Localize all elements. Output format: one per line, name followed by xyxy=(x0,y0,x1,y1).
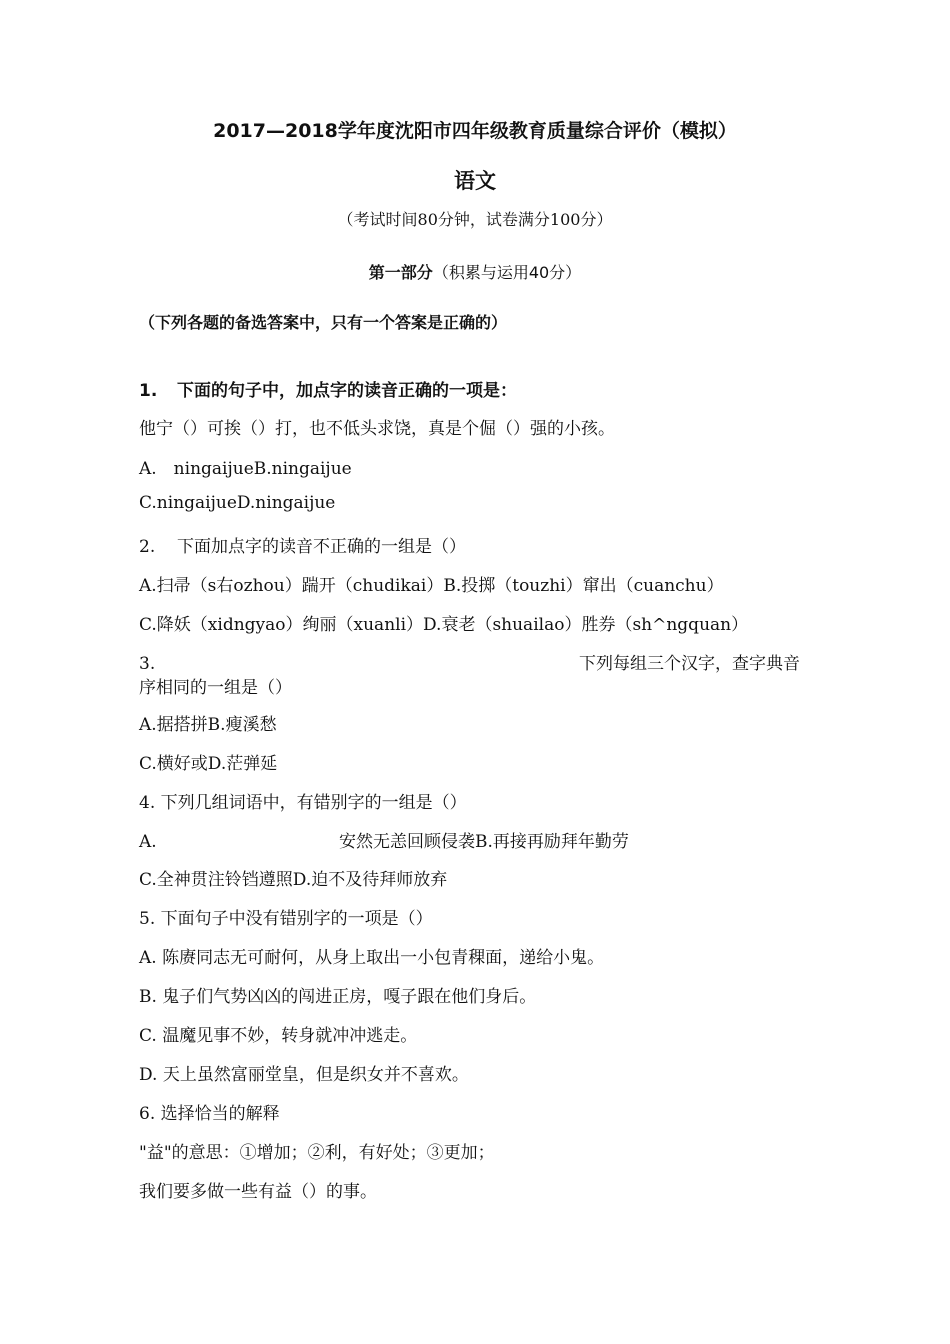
q1-number: 1. xyxy=(139,381,158,401)
q2-options-cd: C.降妖（xidngyao）绚丽（xuanli）D.衰老（shuailao）胜券（sh^ngquan） xyxy=(139,615,749,635)
q5-option-d: D. 天上虽然富丽堂皇，但是织女并不喜欢。 xyxy=(139,1065,469,1085)
q2-prompt-text: 下面加点字的读音不正确的一组是（） xyxy=(177,537,466,557)
q3-options-ab: A.据搭拼B.瘦溪愁 xyxy=(139,715,277,735)
q6-sentence: 我们要多做一些有益（）的事。 xyxy=(139,1182,377,1202)
q5-prompt: 5. 下面句子中没有错别字的一项是（） xyxy=(139,909,433,929)
q3-prompt-line2: 序相同的一组是（） xyxy=(139,678,292,698)
q3-prompt-text: 下列每组三个汉字，查字典音 xyxy=(579,654,800,674)
q1-options-cd: C.ningaijueD.ningaijue xyxy=(139,493,336,513)
q5-option-a: A. 陈赓同志无可耐何，从身上取出一小包青稞面，递给小鬼。 xyxy=(139,948,605,968)
q1-options-ab: A. ningaijueB.ningaijue xyxy=(139,459,352,479)
q5-option-c: C. 温魔见事不妙，转身就冲冲逃走。 xyxy=(139,1026,418,1046)
q5-option-b: B. 鬼子们气势凶凶的闯进正房，嘎子跟在他们身后。 xyxy=(139,987,537,1007)
exam-time-note: （考试时间80分钟，试卷满分100分） xyxy=(337,210,613,229)
q6-prompt: 6. 选择恰当的解释 xyxy=(139,1104,280,1124)
q1-sentence: 他宁（）可挨（）打，也不低头求饶，真是个倔（）强的小孩。 xyxy=(139,419,615,439)
q2-number: 2. xyxy=(139,537,156,557)
q3-prompt-line1 xyxy=(139,649,800,674)
q4-options-cd: C.全神贯注铃铛遵照D.迫不及待拜师放弃 xyxy=(139,870,448,890)
q1-prompt-text: 下面的句子中，加点字的读音正确的一项是： xyxy=(177,381,517,401)
page-title: 2017—2018学年度沈阳市四年级教育质量综合评价（模拟） xyxy=(213,120,737,142)
q2-prompt xyxy=(139,532,466,557)
q6-meaning: "益"的意思：①增加；②利，有好处；③更加； xyxy=(139,1143,495,1163)
instruction-note: （下列各题的备选答案中，只有一个答案是正确的） xyxy=(139,313,508,332)
subject-title: 语文 xyxy=(454,169,496,193)
part-title: 第一部分 xyxy=(368,263,433,282)
q4-prompt: 4. 下列几组词语中，有错别字的一组是（） xyxy=(139,793,467,813)
q1-prompt xyxy=(139,376,517,401)
q3-number: 3. xyxy=(139,654,156,674)
q3-options-cd: C.横好或D.茫弹延 xyxy=(139,754,278,774)
q4-option-a-label: A. xyxy=(139,832,157,852)
part-heading xyxy=(0,260,950,283)
q4-options-ab-text: 安然无恙回顾侵袭B.再接再励拜年勤劳 xyxy=(339,832,629,852)
q2-options-ab: A.扫帚（s右ozhou）踹开（chudikai）B.投掷（touzhi）窜出（cuanchu） xyxy=(139,576,724,596)
q4-options-ab xyxy=(139,827,629,852)
part-note: （积累与运用40分） xyxy=(432,263,582,282)
